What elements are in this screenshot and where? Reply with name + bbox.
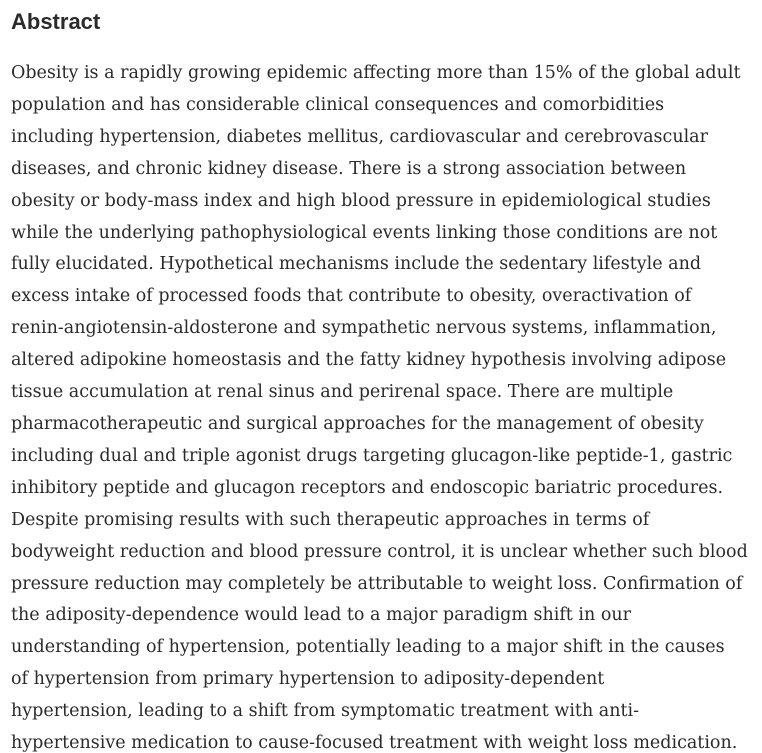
abstract-body [11, 58, 751, 753]
abstract-line: altered adipokine homeostasis and the fatty kidney hypothesis involving adipose [11, 350, 727, 371]
abstract-line: Despite promising results with such therapeutic approaches in terms of [11, 509, 650, 530]
abstract-line: diseases, and chronic kidney disease. There is a strong association between [11, 158, 687, 179]
abstract-line: of hypertension from primary hypertension to adiposity-dependent [11, 669, 605, 690]
abstract-line: bodyweight reduction and blood pressure control, it is unclear whether such blood [11, 541, 748, 562]
abstract-line: the adiposity-dependence would lead to a major paradigm shift in our [11, 605, 632, 626]
abstract-line: including hypertension, diabetes mellitus, cardiovascular and cerebrovascular [11, 126, 708, 147]
abstract-line: hypertensive medication to cause-focused treatment with weight loss medication. [11, 733, 738, 753]
abstract-line: pharmacotherapeutic and surgical approaches for the management of obesity [11, 413, 704, 434]
abstract-line: including dual and triple agonist drugs targeting glucagon-like peptide-1, gastric [11, 445, 733, 466]
abstract-line: obesity or body-mass index and high blood pressure in epidemiological studies [11, 190, 711, 211]
abstract-line: understanding of hypertension, potentially leading to a major shift in the causes [11, 637, 725, 658]
abstract-line: renin-angiotensin-aldosterone and sympathetic nervous systems, inflammation, [11, 318, 717, 339]
abstract-line: pressure reduction may completely be attributable to weight loss. Confirmation of [11, 573, 743, 594]
abstract-line: Obesity is a rapidly growing epidemic affecting more than 15% of the global adult [11, 63, 741, 83]
abstract-line: population and has considerable clinical consequences and comorbidities [11, 94, 665, 115]
abstract-line: hypertension, leading to a shift from symptomatic treatment with anti- [11, 701, 640, 722]
abstract-line: excess intake of processed foods that contribute to obesity, overactivation of [11, 286, 692, 307]
abstract-line: tissue accumulation at renal sinus and perirenal space. There are multiple [11, 382, 674, 403]
abstract-line: inhibitory peptide and glucagon receptors and endoscopic bariatric procedures. [11, 477, 724, 498]
abstract-line: while the underlying pathophysiological events linking those conditions are not [11, 222, 718, 243]
abstract-heading: Abstract [11, 9, 101, 34]
abstract-line: fully elucidated. Hypothetical mechanisms include the sedentary lifestyle and [11, 254, 702, 275]
